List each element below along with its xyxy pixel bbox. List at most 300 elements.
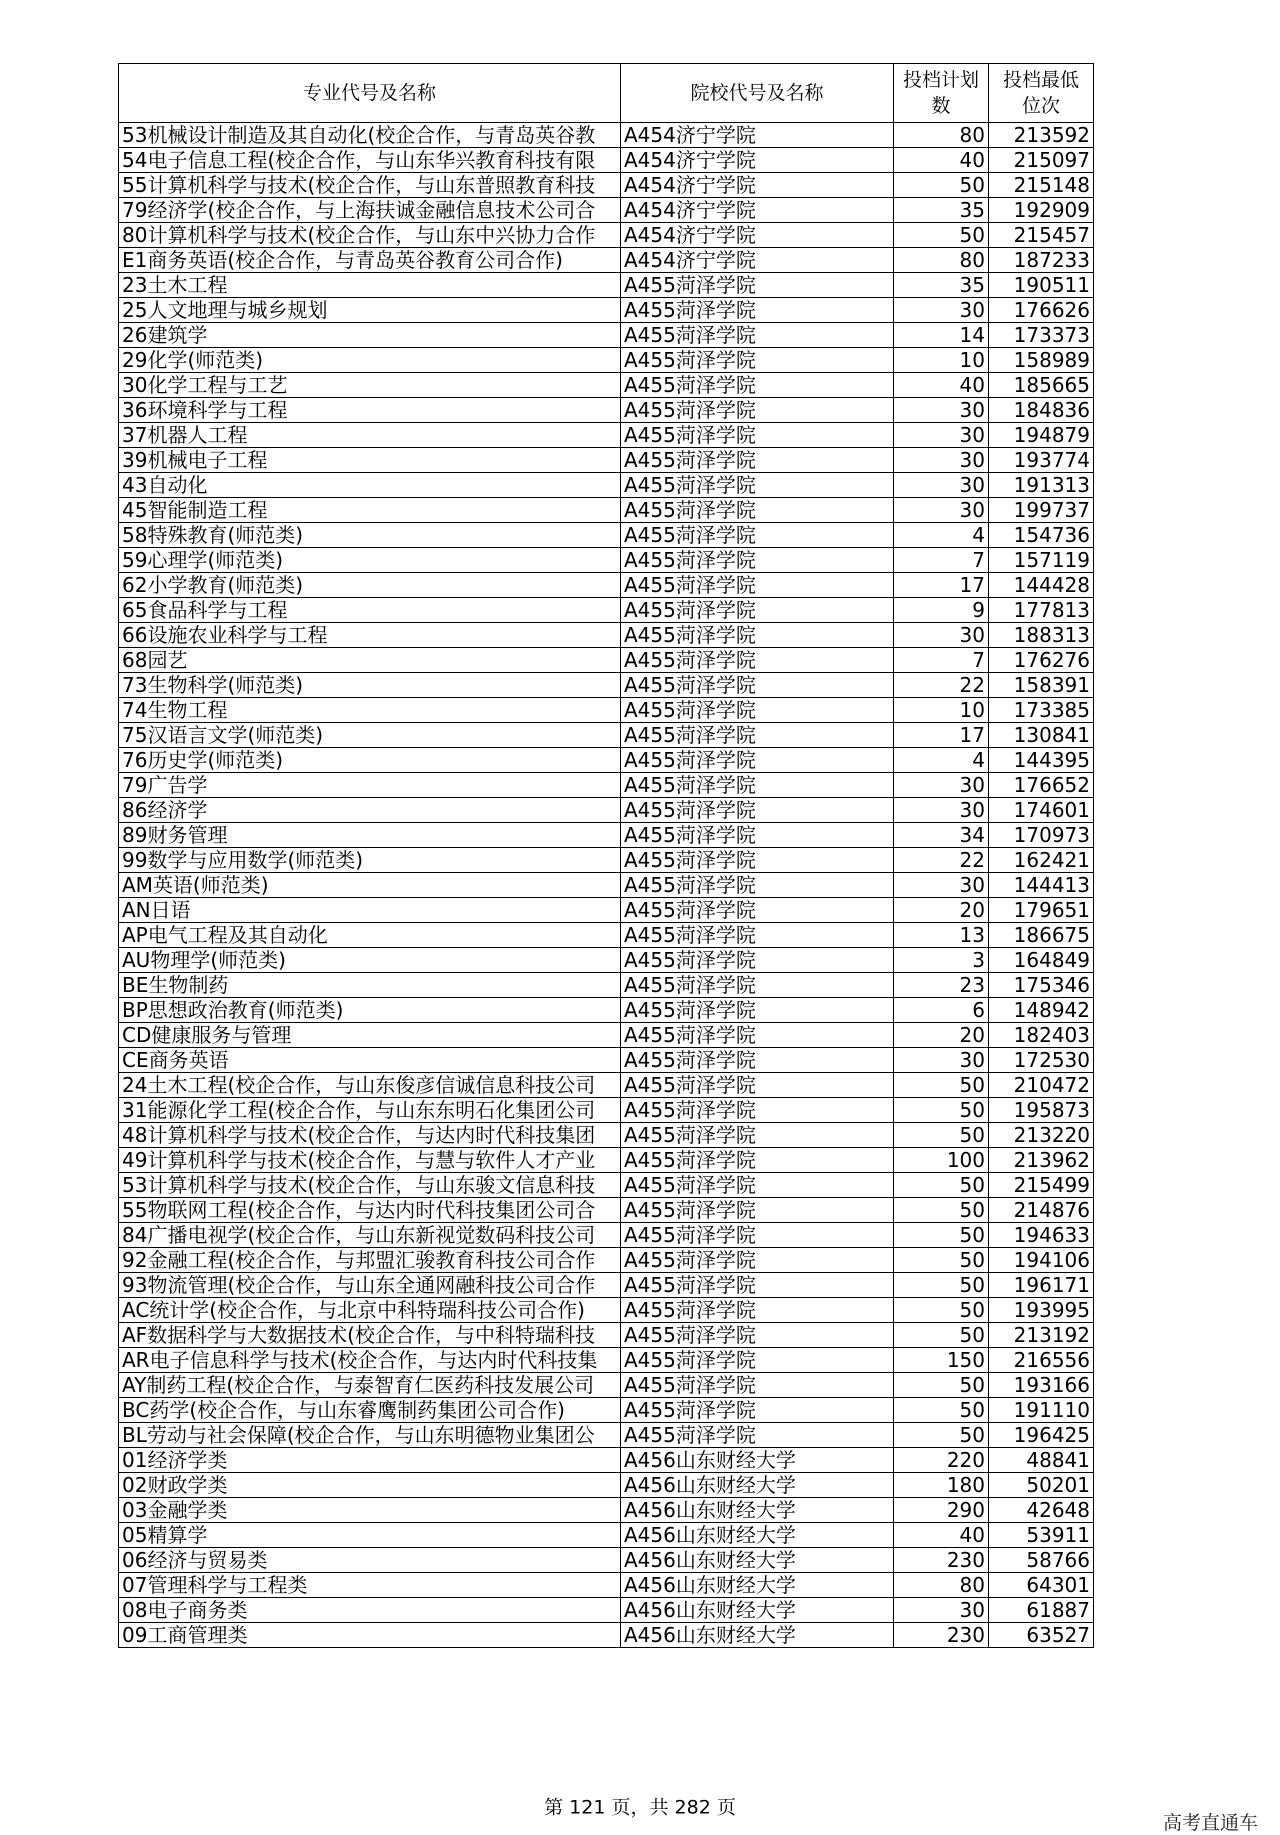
table-row bbox=[119, 248, 1094, 273]
table-row bbox=[119, 473, 1094, 498]
cell-school: A455菏泽学院 bbox=[621, 348, 894, 373]
cell-rank: 185665 bbox=[989, 373, 1094, 398]
cell-major: AN日语 bbox=[119, 898, 621, 923]
cell-plan: 22 bbox=[894, 673, 989, 698]
table-row bbox=[119, 998, 1094, 1023]
cell-plan: 30 bbox=[894, 473, 989, 498]
cell-plan: 30 bbox=[894, 423, 989, 448]
cell-school: A455菏泽学院 bbox=[621, 898, 894, 923]
cell-rank: 174601 bbox=[989, 798, 1094, 823]
cell-major: AP电气工程及其自动化 bbox=[119, 923, 621, 948]
cell-rank: 194106 bbox=[989, 1248, 1094, 1273]
cell-major: 66设施农业科学与工程 bbox=[119, 623, 621, 648]
cell-rank: 148942 bbox=[989, 998, 1094, 1023]
table-row bbox=[119, 373, 1094, 398]
cell-plan: 50 bbox=[894, 1098, 989, 1123]
cell-rank: 215097 bbox=[989, 148, 1094, 173]
cell-rank: 64301 bbox=[989, 1573, 1094, 1598]
cell-rank: 50201 bbox=[989, 1473, 1094, 1498]
cell-school: A455菏泽学院 bbox=[621, 873, 894, 898]
cell-school: A455菏泽学院 bbox=[621, 648, 894, 673]
cell-school: A455菏泽学院 bbox=[621, 1048, 894, 1073]
cell-rank: 176276 bbox=[989, 648, 1094, 673]
cell-rank: 214876 bbox=[989, 1198, 1094, 1223]
cell-rank: 176626 bbox=[989, 298, 1094, 323]
watermark-text: 高考直通车 bbox=[1162, 1812, 1258, 1834]
cell-school: A455菏泽学院 bbox=[621, 1223, 894, 1248]
cell-plan: 40 bbox=[894, 1523, 989, 1548]
cell-plan: 50 bbox=[894, 1248, 989, 1273]
cell-plan: 100 bbox=[894, 1148, 989, 1173]
table-row bbox=[119, 1323, 1094, 1348]
cell-school: A455菏泽学院 bbox=[621, 473, 894, 498]
cell-major: 54电子信息工程(校企合作，与山东华兴教育科技有限 bbox=[119, 148, 621, 173]
cell-plan: 13 bbox=[894, 923, 989, 948]
cell-rank: 173373 bbox=[989, 323, 1094, 348]
table-row bbox=[119, 648, 1094, 673]
cell-major: 92金融工程(校企合作，与邦盟汇骏教育科技公司合作 bbox=[119, 1248, 621, 1273]
cell-plan: 220 bbox=[894, 1448, 989, 1473]
cell-major: 26建筑学 bbox=[119, 323, 621, 348]
cell-school: A455菏泽学院 bbox=[621, 698, 894, 723]
cell-major: 86经济学 bbox=[119, 798, 621, 823]
cell-major: 08电子商务类 bbox=[119, 1598, 621, 1623]
table-row bbox=[119, 1198, 1094, 1223]
cell-school: A455菏泽学院 bbox=[621, 623, 894, 648]
cell-rank: 196171 bbox=[989, 1273, 1094, 1298]
cell-school: A455菏泽学院 bbox=[621, 773, 894, 798]
cell-rank: 194633 bbox=[989, 1223, 1094, 1248]
cell-plan: 150 bbox=[894, 1348, 989, 1373]
cell-plan: 10 bbox=[894, 348, 989, 373]
cell-plan: 3 bbox=[894, 948, 989, 973]
table-row bbox=[119, 298, 1094, 323]
admission-table bbox=[118, 63, 1094, 1648]
cell-plan: 30 bbox=[894, 623, 989, 648]
cell-plan: 22 bbox=[894, 848, 989, 873]
cell-school: A455菏泽学院 bbox=[621, 398, 894, 423]
table-row bbox=[119, 848, 1094, 873]
cell-major: BC药学(校企合作，与山东睿鹰制药集团公司合作) bbox=[119, 1398, 621, 1423]
cell-plan: 50 bbox=[894, 1273, 989, 1298]
cell-school: A454济宁学院 bbox=[621, 123, 894, 148]
cell-school: A455菏泽学院 bbox=[621, 748, 894, 773]
table-row bbox=[119, 1048, 1094, 1073]
cell-major: 53计算机科学与技术(校企合作，与山东骏文信息科技 bbox=[119, 1173, 621, 1198]
cell-plan: 35 bbox=[894, 273, 989, 298]
cell-plan: 50 bbox=[894, 1173, 989, 1198]
cell-rank: 213962 bbox=[989, 1148, 1094, 1173]
cell-rank: 210472 bbox=[989, 1073, 1094, 1098]
cell-school: A454济宁学院 bbox=[621, 248, 894, 273]
cell-plan: 17 bbox=[894, 573, 989, 598]
table-row bbox=[119, 1523, 1094, 1548]
table-row bbox=[119, 273, 1094, 298]
header-school: 院校代号及名称 bbox=[621, 64, 894, 123]
header-plan-label: 投档计划数 bbox=[902, 69, 979, 117]
cell-rank: 162421 bbox=[989, 848, 1094, 873]
table-row bbox=[119, 1448, 1094, 1473]
cell-major: 39机械电子工程 bbox=[119, 448, 621, 473]
cell-plan: 30 bbox=[894, 398, 989, 423]
cell-rank: 176652 bbox=[989, 773, 1094, 798]
cell-major: CD健康服务与管理 bbox=[119, 1023, 621, 1048]
cell-rank: 188313 bbox=[989, 623, 1094, 648]
cell-rank: 196425 bbox=[989, 1423, 1094, 1448]
header-plan bbox=[894, 64, 989, 123]
table-row bbox=[119, 148, 1094, 173]
cell-rank: 48841 bbox=[989, 1448, 1094, 1473]
cell-rank: 215499 bbox=[989, 1173, 1094, 1198]
cell-school: A455菏泽学院 bbox=[621, 323, 894, 348]
cell-rank: 193995 bbox=[989, 1298, 1094, 1323]
cell-rank: 157119 bbox=[989, 548, 1094, 573]
cell-plan: 230 bbox=[894, 1623, 989, 1648]
cell-major: BP思想政治教育(师范类) bbox=[119, 998, 621, 1023]
cell-school: A455菏泽学院 bbox=[621, 573, 894, 598]
header-rank-label: 投档最低位次 bbox=[1002, 69, 1079, 117]
cell-major: 84广播电视学(校企合作，与山东新视觉数码科技公司 bbox=[119, 1223, 621, 1248]
table-row bbox=[119, 448, 1094, 473]
table-row bbox=[119, 398, 1094, 423]
cell-major: 01经济学类 bbox=[119, 1448, 621, 1473]
table-row bbox=[119, 823, 1094, 848]
cell-major: 76历史学(师范类) bbox=[119, 748, 621, 773]
table-row bbox=[119, 973, 1094, 998]
cell-plan: 230 bbox=[894, 1548, 989, 1573]
table-row bbox=[119, 1148, 1094, 1173]
cell-plan: 34 bbox=[894, 823, 989, 848]
cell-major: AY制药工程(校企合作，与泰智育仁医药科技发展公司 bbox=[119, 1373, 621, 1398]
cell-plan: 40 bbox=[894, 373, 989, 398]
cell-school: A455菏泽学院 bbox=[621, 523, 894, 548]
cell-rank: 172530 bbox=[989, 1048, 1094, 1073]
cell-plan: 30 bbox=[894, 498, 989, 523]
cell-school: A455菏泽学院 bbox=[621, 1098, 894, 1123]
table-row bbox=[119, 1573, 1094, 1598]
cell-plan: 50 bbox=[894, 223, 989, 248]
cell-rank: 191313 bbox=[989, 473, 1094, 498]
table-row bbox=[119, 1023, 1094, 1048]
cell-school: A455菏泽学院 bbox=[621, 1073, 894, 1098]
cell-plan: 50 bbox=[894, 1373, 989, 1398]
table-row bbox=[119, 1098, 1094, 1123]
cell-plan: 50 bbox=[894, 1223, 989, 1248]
table-row bbox=[119, 498, 1094, 523]
cell-plan: 23 bbox=[894, 973, 989, 998]
cell-rank: 170973 bbox=[989, 823, 1094, 848]
table-row bbox=[119, 948, 1094, 973]
cell-rank: 53911 bbox=[989, 1523, 1094, 1548]
cell-major: 37机器人工程 bbox=[119, 423, 621, 448]
table-row bbox=[119, 123, 1094, 148]
cell-plan: 30 bbox=[894, 1048, 989, 1073]
cell-major: E1商务英语(校企合作，与青岛英谷教育公司合作) bbox=[119, 248, 621, 273]
cell-school: A455菏泽学院 bbox=[621, 423, 894, 448]
table-row bbox=[119, 1273, 1094, 1298]
cell-rank: 144428 bbox=[989, 573, 1094, 598]
table-row bbox=[119, 698, 1094, 723]
cell-plan: 30 bbox=[894, 298, 989, 323]
cell-plan: 80 bbox=[894, 1573, 989, 1598]
cell-major: 06经济与贸易类 bbox=[119, 1548, 621, 1573]
cell-major: 75汉语言文学(师范类) bbox=[119, 723, 621, 748]
table-row bbox=[119, 1348, 1094, 1373]
cell-major: 62小学教育(师范类) bbox=[119, 573, 621, 598]
cell-major: 73生物科学(师范类) bbox=[119, 673, 621, 698]
cell-rank: 61887 bbox=[989, 1598, 1094, 1623]
cell-school: A455菏泽学院 bbox=[621, 448, 894, 473]
cell-plan: 35 bbox=[894, 198, 989, 223]
cell-plan: 4 bbox=[894, 748, 989, 773]
table-row bbox=[119, 348, 1094, 373]
cell-rank: 144413 bbox=[989, 873, 1094, 898]
cell-major: 25人文地理与城乡规划 bbox=[119, 298, 621, 323]
cell-rank: 184836 bbox=[989, 398, 1094, 423]
cell-school: A456山东财经大学 bbox=[621, 1448, 894, 1473]
cell-plan: 290 bbox=[894, 1498, 989, 1523]
cell-school: A456山东财经大学 bbox=[621, 1598, 894, 1623]
cell-major: 07管理科学与工程类 bbox=[119, 1573, 621, 1598]
cell-major: 45智能制造工程 bbox=[119, 498, 621, 523]
cell-plan: 50 bbox=[894, 173, 989, 198]
cell-major: 02财政学类 bbox=[119, 1473, 621, 1498]
cell-plan: 50 bbox=[894, 1123, 989, 1148]
cell-school: A456山东财经大学 bbox=[621, 1523, 894, 1548]
cell-school: A455菏泽学院 bbox=[621, 823, 894, 848]
cell-major: 59心理学(师范类) bbox=[119, 548, 621, 573]
cell-rank: 164849 bbox=[989, 948, 1094, 973]
table-row bbox=[119, 598, 1094, 623]
cell-major: 48计算机科学与技术(校企合作，与达内时代科技集团 bbox=[119, 1123, 621, 1148]
cell-rank: 177813 bbox=[989, 598, 1094, 623]
cell-rank: 195873 bbox=[989, 1098, 1094, 1123]
cell-plan: 80 bbox=[894, 248, 989, 273]
cell-school: A455菏泽学院 bbox=[621, 1123, 894, 1148]
table-row bbox=[119, 1623, 1094, 1648]
table-row bbox=[119, 323, 1094, 348]
cell-major: 53机械设计制造及其自动化(校企合作，与青岛英谷教 bbox=[119, 123, 621, 148]
cell-major: 36环境科学与工程 bbox=[119, 398, 621, 423]
table-row bbox=[119, 748, 1094, 773]
cell-school: A455菏泽学院 bbox=[621, 498, 894, 523]
cell-school: A455菏泽学院 bbox=[621, 1298, 894, 1323]
page-footer: 第 121 页，共 282 页 bbox=[544, 1796, 736, 1819]
cell-major: 79广告学 bbox=[119, 773, 621, 798]
cell-major: 05精算学 bbox=[119, 1523, 621, 1548]
cell-rank: 213220 bbox=[989, 1123, 1094, 1148]
cell-major: 74生物工程 bbox=[119, 698, 621, 723]
cell-major: AU物理学(师范类) bbox=[119, 948, 621, 973]
cell-rank: 215148 bbox=[989, 173, 1094, 198]
table-row bbox=[119, 798, 1094, 823]
cell-rank: 158989 bbox=[989, 348, 1094, 373]
cell-major: 24土木工程(校企合作，与山东俊彦信诚信息科技公司 bbox=[119, 1073, 621, 1098]
cell-rank: 58766 bbox=[989, 1548, 1094, 1573]
cell-school: A455菏泽学院 bbox=[621, 1348, 894, 1373]
cell-major: BL劳动与社会保障(校企合作，与山东明德物业集团公 bbox=[119, 1423, 621, 1448]
header-major: 专业代号及名称 bbox=[119, 64, 621, 123]
table-row bbox=[119, 523, 1094, 548]
cell-school: A454济宁学院 bbox=[621, 223, 894, 248]
cell-major: 99数学与应用数学(师范类) bbox=[119, 848, 621, 873]
cell-plan: 14 bbox=[894, 323, 989, 348]
cell-major: 68园艺 bbox=[119, 648, 621, 673]
cell-major: 23土木工程 bbox=[119, 273, 621, 298]
cell-rank: 182403 bbox=[989, 1023, 1094, 1048]
cell-school: A456山东财经大学 bbox=[621, 1573, 894, 1598]
table-row bbox=[119, 573, 1094, 598]
cell-school: A455菏泽学院 bbox=[621, 1173, 894, 1198]
cell-school: A455菏泽学院 bbox=[621, 273, 894, 298]
cell-rank: 173385 bbox=[989, 698, 1094, 723]
cell-rank: 190511 bbox=[989, 273, 1094, 298]
cell-major: AC统计学(校企合作，与北京中科特瑞科技公司合作) bbox=[119, 1298, 621, 1323]
cell-major: 93物流管理(校企合作，与山东全通网融科技公司合作 bbox=[119, 1273, 621, 1298]
table-row bbox=[119, 673, 1094, 698]
cell-rank: 186675 bbox=[989, 923, 1094, 948]
cell-school: A455菏泽学院 bbox=[621, 973, 894, 998]
table-row bbox=[119, 923, 1094, 948]
table-row bbox=[119, 1548, 1094, 1573]
cell-major: CE商务英语 bbox=[119, 1048, 621, 1073]
cell-school: A454济宁学院 bbox=[621, 173, 894, 198]
cell-school: A454济宁学院 bbox=[621, 198, 894, 223]
table-row bbox=[119, 1248, 1094, 1273]
cell-plan: 30 bbox=[894, 448, 989, 473]
cell-school: A455菏泽学院 bbox=[621, 1273, 894, 1298]
cell-plan: 50 bbox=[894, 1398, 989, 1423]
cell-major: 09工商管理类 bbox=[119, 1623, 621, 1648]
table-row bbox=[119, 623, 1094, 648]
table-row bbox=[119, 898, 1094, 923]
table-row bbox=[119, 1073, 1094, 1098]
cell-plan: 180 bbox=[894, 1473, 989, 1498]
cell-major: 49计算机科学与技术(校企合作，与慧与软件人才产业 bbox=[119, 1148, 621, 1173]
cell-school: A455菏泽学院 bbox=[621, 923, 894, 948]
cell-major: 89财务管理 bbox=[119, 823, 621, 848]
cell-rank: 130841 bbox=[989, 723, 1094, 748]
cell-school: A455菏泽学院 bbox=[621, 1373, 894, 1398]
table-row bbox=[119, 773, 1094, 798]
cell-major: 55计算机科学与技术(校企合作，与山东普照教育科技 bbox=[119, 173, 621, 198]
table-row bbox=[119, 173, 1094, 198]
cell-major: 80计算机科学与技术(校企合作，与山东中兴协力合作 bbox=[119, 223, 621, 248]
cell-school: A455菏泽学院 bbox=[621, 1323, 894, 1348]
cell-plan: 30 bbox=[894, 1598, 989, 1623]
cell-plan: 50 bbox=[894, 1423, 989, 1448]
cell-major: AM英语(师范类) bbox=[119, 873, 621, 898]
cell-major: AR电子信息科学与技术(校企合作，与达内时代科技集 bbox=[119, 1348, 621, 1373]
table-row bbox=[119, 873, 1094, 898]
cell-school: A454济宁学院 bbox=[621, 148, 894, 173]
cell-plan: 4 bbox=[894, 523, 989, 548]
header-rank bbox=[989, 64, 1094, 123]
cell-plan: 80 bbox=[894, 123, 989, 148]
table-row bbox=[119, 1598, 1094, 1623]
cell-plan: 7 bbox=[894, 548, 989, 573]
cell-plan: 9 bbox=[894, 598, 989, 623]
table-row bbox=[119, 548, 1094, 573]
cell-plan: 7 bbox=[894, 648, 989, 673]
cell-plan: 20 bbox=[894, 1023, 989, 1048]
cell-plan: 10 bbox=[894, 698, 989, 723]
cell-major: 30化学工程与工艺 bbox=[119, 373, 621, 398]
cell-school: A456山东财经大学 bbox=[621, 1623, 894, 1648]
cell-school: A455菏泽学院 bbox=[621, 948, 894, 973]
cell-major: BE生物制药 bbox=[119, 973, 621, 998]
cell-major: 65食品科学与工程 bbox=[119, 598, 621, 623]
cell-rank: 213192 bbox=[989, 1323, 1094, 1348]
cell-school: A455菏泽学院 bbox=[621, 798, 894, 823]
cell-major: AF数据科学与大数据技术(校企合作，与中科特瑞科技 bbox=[119, 1323, 621, 1348]
table-row bbox=[119, 1398, 1094, 1423]
cell-plan: 40 bbox=[894, 148, 989, 173]
cell-school: A455菏泽学院 bbox=[621, 598, 894, 623]
table-row bbox=[119, 723, 1094, 748]
cell-plan: 50 bbox=[894, 1323, 989, 1348]
cell-rank: 175346 bbox=[989, 973, 1094, 998]
cell-rank: 187233 bbox=[989, 248, 1094, 273]
table-row bbox=[119, 1373, 1094, 1398]
cell-school: A455菏泽学院 bbox=[621, 1248, 894, 1273]
cell-rank: 199737 bbox=[989, 498, 1094, 523]
table-row bbox=[119, 1473, 1094, 1498]
cell-plan: 30 bbox=[894, 873, 989, 898]
cell-school: A456山东财经大学 bbox=[621, 1498, 894, 1523]
table-row bbox=[119, 1173, 1094, 1198]
cell-school: A456山东财经大学 bbox=[621, 1548, 894, 1573]
cell-plan: 50 bbox=[894, 1298, 989, 1323]
table-row bbox=[119, 423, 1094, 448]
cell-plan: 6 bbox=[894, 998, 989, 1023]
table-row bbox=[119, 1223, 1094, 1248]
cell-school: A455菏泽学院 bbox=[621, 848, 894, 873]
cell-major: 58特殊教育(师范类) bbox=[119, 523, 621, 548]
cell-plan: 50 bbox=[894, 1198, 989, 1223]
cell-major: 55物联网工程(校企合作，与达内时代科技集团公司合 bbox=[119, 1198, 621, 1223]
cell-plan: 20 bbox=[894, 898, 989, 923]
cell-school: A456山东财经大学 bbox=[621, 1473, 894, 1498]
table-row bbox=[119, 1498, 1094, 1523]
cell-rank: 194879 bbox=[989, 423, 1094, 448]
cell-major: 43自动化 bbox=[119, 473, 621, 498]
cell-school: A455菏泽学院 bbox=[621, 723, 894, 748]
cell-rank: 179651 bbox=[989, 898, 1094, 923]
table-row bbox=[119, 1423, 1094, 1448]
cell-rank: 192909 bbox=[989, 198, 1094, 223]
cell-school: A455菏泽学院 bbox=[621, 1198, 894, 1223]
cell-school: A455菏泽学院 bbox=[621, 673, 894, 698]
cell-rank: 193166 bbox=[989, 1373, 1094, 1398]
cell-plan: 50 bbox=[894, 1073, 989, 1098]
cell-major: 79经济学(校企合作，与上海扶诚金融信息技术公司合 bbox=[119, 198, 621, 223]
cell-rank: 193774 bbox=[989, 448, 1094, 473]
table-row bbox=[119, 198, 1094, 223]
cell-rank: 144395 bbox=[989, 748, 1094, 773]
cell-rank: 158391 bbox=[989, 673, 1094, 698]
table-row bbox=[119, 223, 1094, 248]
cell-school: A455菏泽学院 bbox=[621, 1023, 894, 1048]
cell-major: 29化学(师范类) bbox=[119, 348, 621, 373]
table-header-row bbox=[119, 64, 1094, 123]
cell-rank: 216556 bbox=[989, 1348, 1094, 1373]
cell-rank: 213592 bbox=[989, 123, 1094, 148]
cell-rank: 215457 bbox=[989, 223, 1094, 248]
cell-plan: 30 bbox=[894, 773, 989, 798]
cell-major: 03金融学类 bbox=[119, 1498, 621, 1523]
cell-school: A455菏泽学院 bbox=[621, 1423, 894, 1448]
